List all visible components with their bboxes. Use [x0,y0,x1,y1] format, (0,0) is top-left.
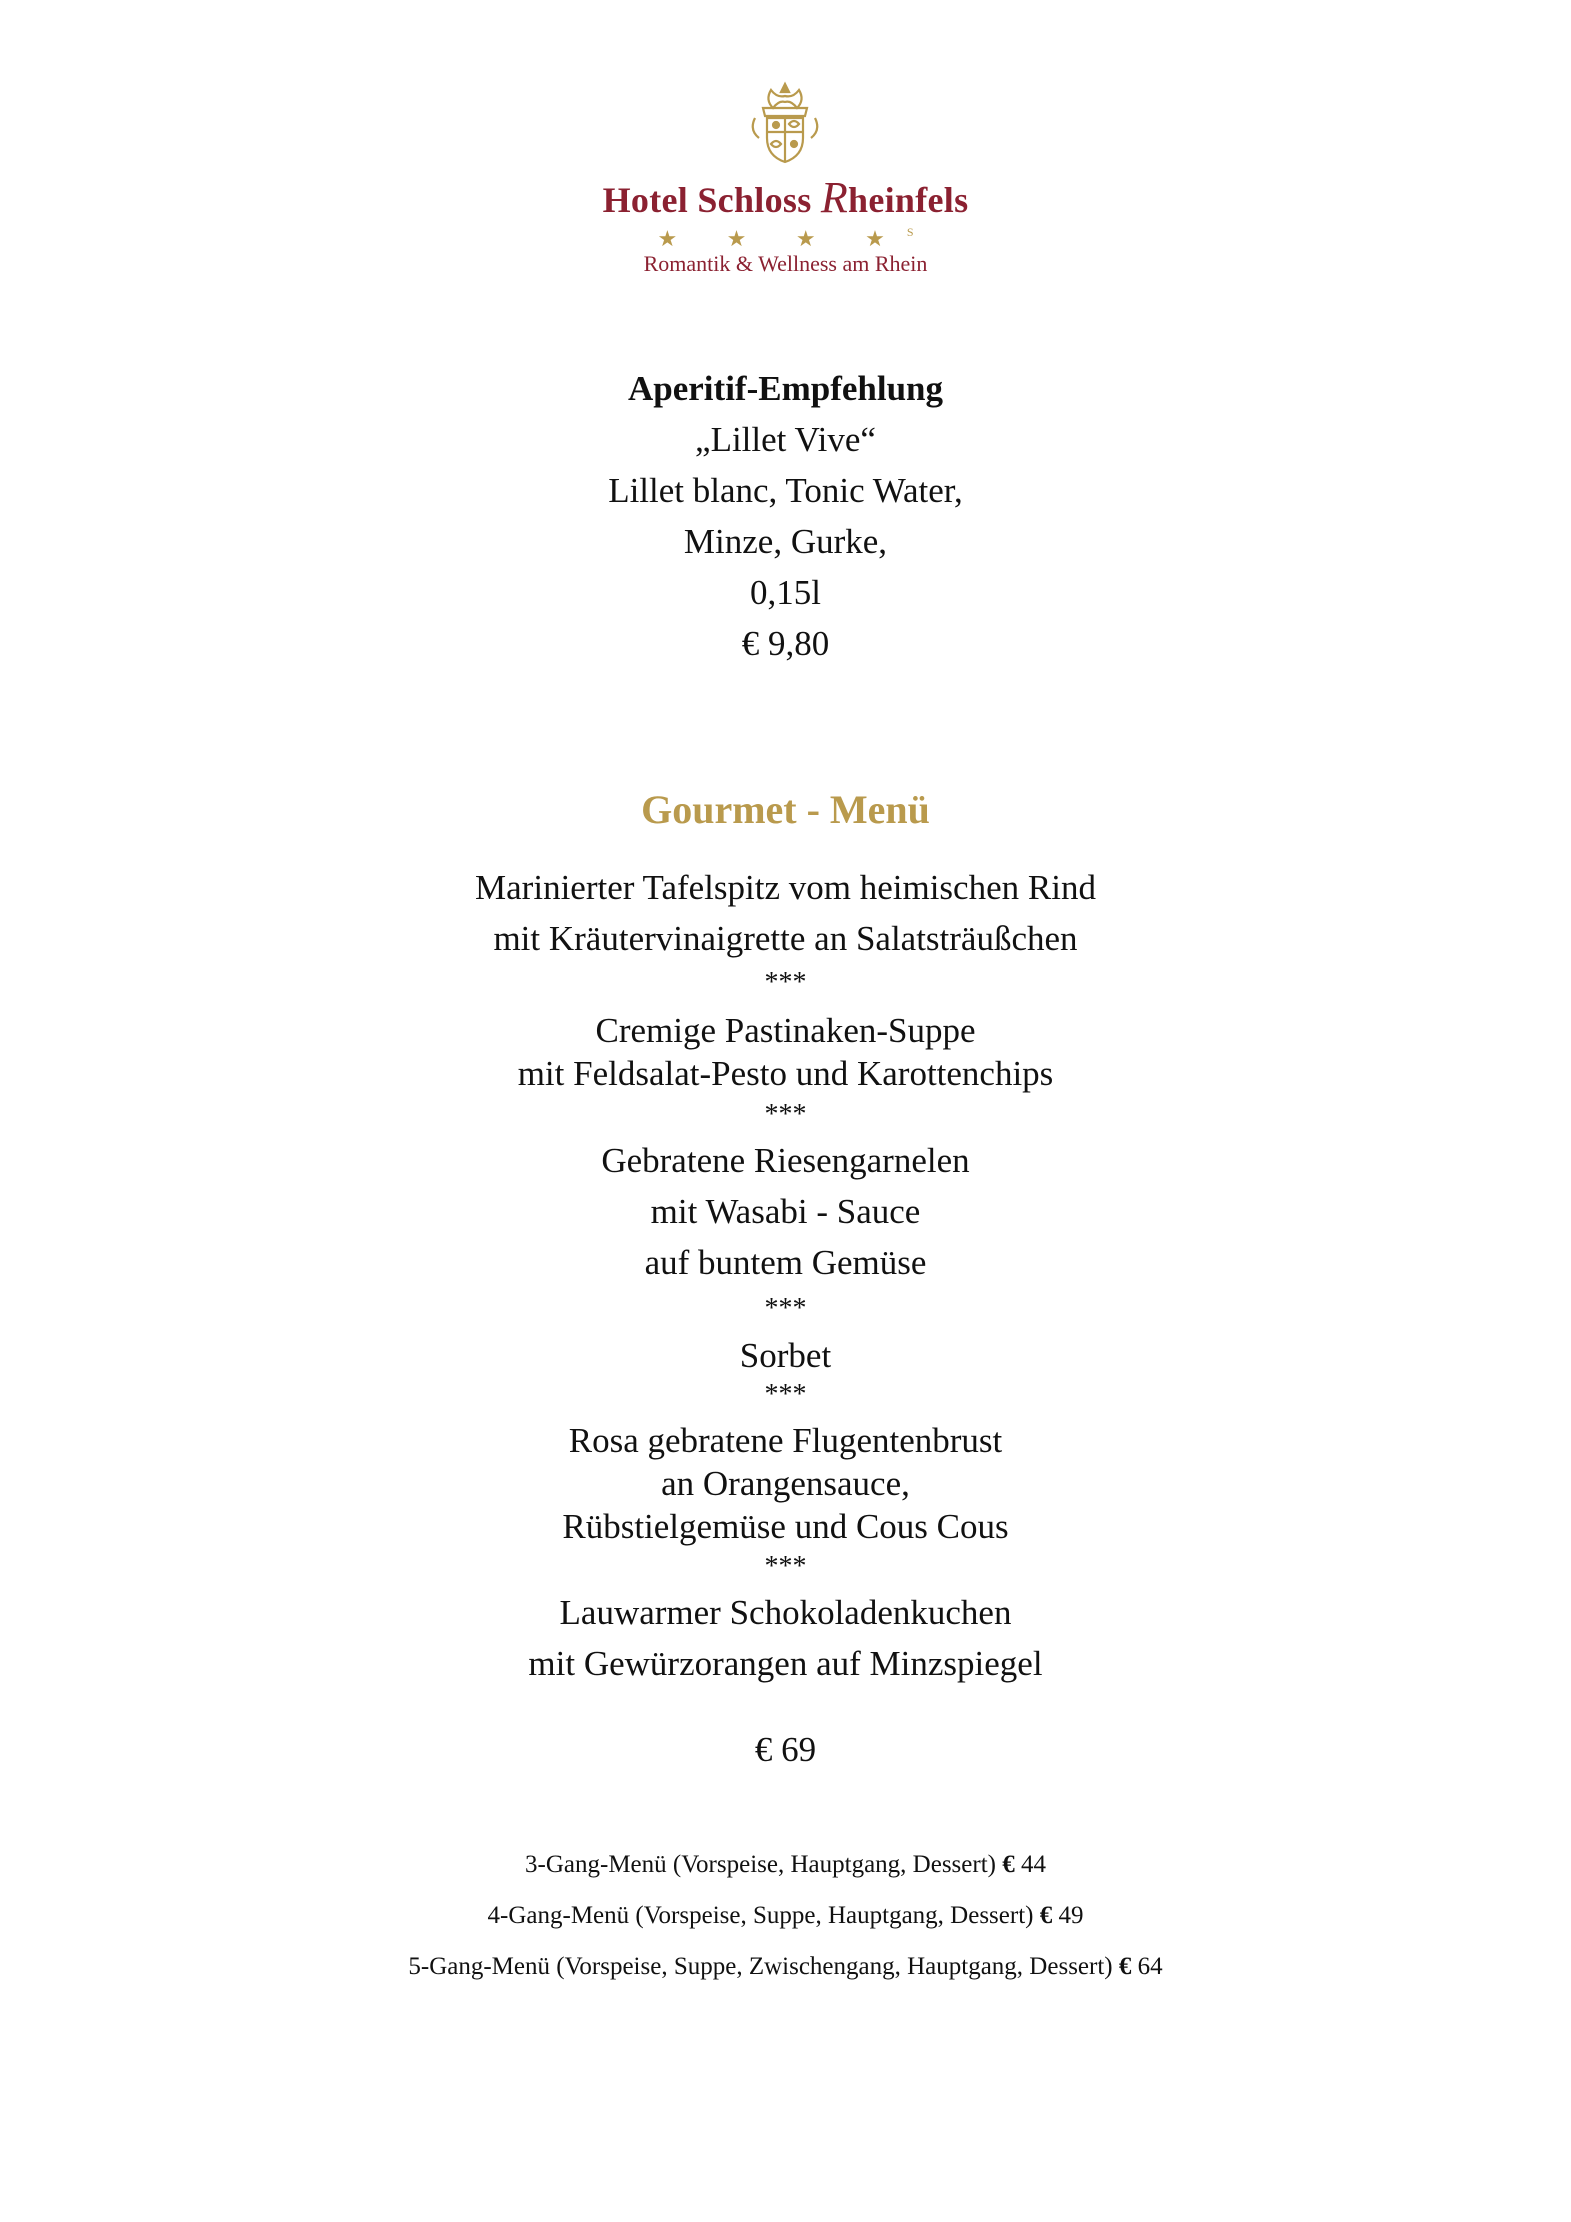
stars-superior-mark: S [906,225,914,239]
option-4-course [0,1899,1571,1933]
course-6-line-1: Lauwarmer Schokoladenkuchen [559,1593,1012,1632]
aperitif-volume: 0,15l [750,573,821,612]
course-1-line-1: Marinierter Tafelspitz vom heimischen Rind [475,868,1096,907]
aperitif-ingredients-2: Minze, Gurke, [683,522,888,561]
option-amount: 64 [1131,1953,1163,1980]
option-text: 5-Gang-Menü (Vorspeise, Suppe, Zwischengang, Hauptgang, Dessert) [408,1953,1119,1980]
option-amount: 49 [1052,1902,1084,1929]
option-amount: 44 [1014,1851,1046,1878]
course-separator: *** [764,1379,807,1410]
course-5-line-1: Rosa gebratene Flugentenbrust [568,1421,1003,1460]
aperitif-ingredients-1: Lillet blanc, Tonic Water, [608,471,963,510]
course-2-line-1: Cremige Pastinaken-Suppe [595,1011,976,1050]
option-currency: € [1039,1902,1053,1929]
aperitif-heading: Aperitif-Empfehlung [628,369,943,408]
option-text: 4-Gang-Menü (Vorspeise, Suppe, Hauptgang, Dessert) [487,1902,1040,1929]
logo-name-part1: Hotel Schloss [602,180,821,220]
menu-title: Gourmet - Menü [641,787,930,832]
course-3-line-1: Gebratene Riesengarnelen [601,1141,970,1180]
course-2-line-2: mit Feldsalat-Pesto und Karottenchips [517,1054,1054,1093]
aperitif-price: € 9,80 [741,624,830,663]
course-separator: *** [764,967,807,998]
course-separator: *** [764,1099,807,1130]
aperitif-drink-name: „Lillet Vive“ [695,420,876,459]
course-1-line-2: mit Kräutervinaigrette an Salatsträußchen [493,919,1078,958]
option-currency: € [1002,1851,1015,1878]
course-5-line-2: an Orangensauce, [661,1464,910,1503]
star-icons: ★ ★ ★ ★ [657,226,907,251]
option-currency: € [1118,1953,1132,1980]
logo-name-script-initial: R [820,173,848,222]
logo-star-rating [0,218,1571,253]
option-5-course [0,1950,1571,1984]
course-separator: *** [764,1551,807,1582]
course-6-line-2: mit Gewürzorangen auf Minzspiegel [528,1644,1043,1683]
coat-of-arms-crest-icon [745,78,825,166]
course-3-line-3: auf buntem Gemüse [644,1243,927,1282]
option-3-course [0,1848,1571,1882]
course-5-line-3: Rübstielgemüse und Cous Cous [562,1507,1009,1546]
option-text: 3-Gang-Menü (Vorspeise, Hauptgang, Dessert) [525,1851,1003,1878]
menu-price: € 69 [754,1730,817,1769]
logo-name-part2: heinfels [848,180,969,220]
course-separator: *** [764,1293,807,1324]
course-3-line-2: mit Wasabi - Sauce [650,1192,921,1231]
logo-tagline: Romantik & Wellness am Rhein [643,251,928,276]
course-4-line-1: Sorbet [739,1336,832,1375]
